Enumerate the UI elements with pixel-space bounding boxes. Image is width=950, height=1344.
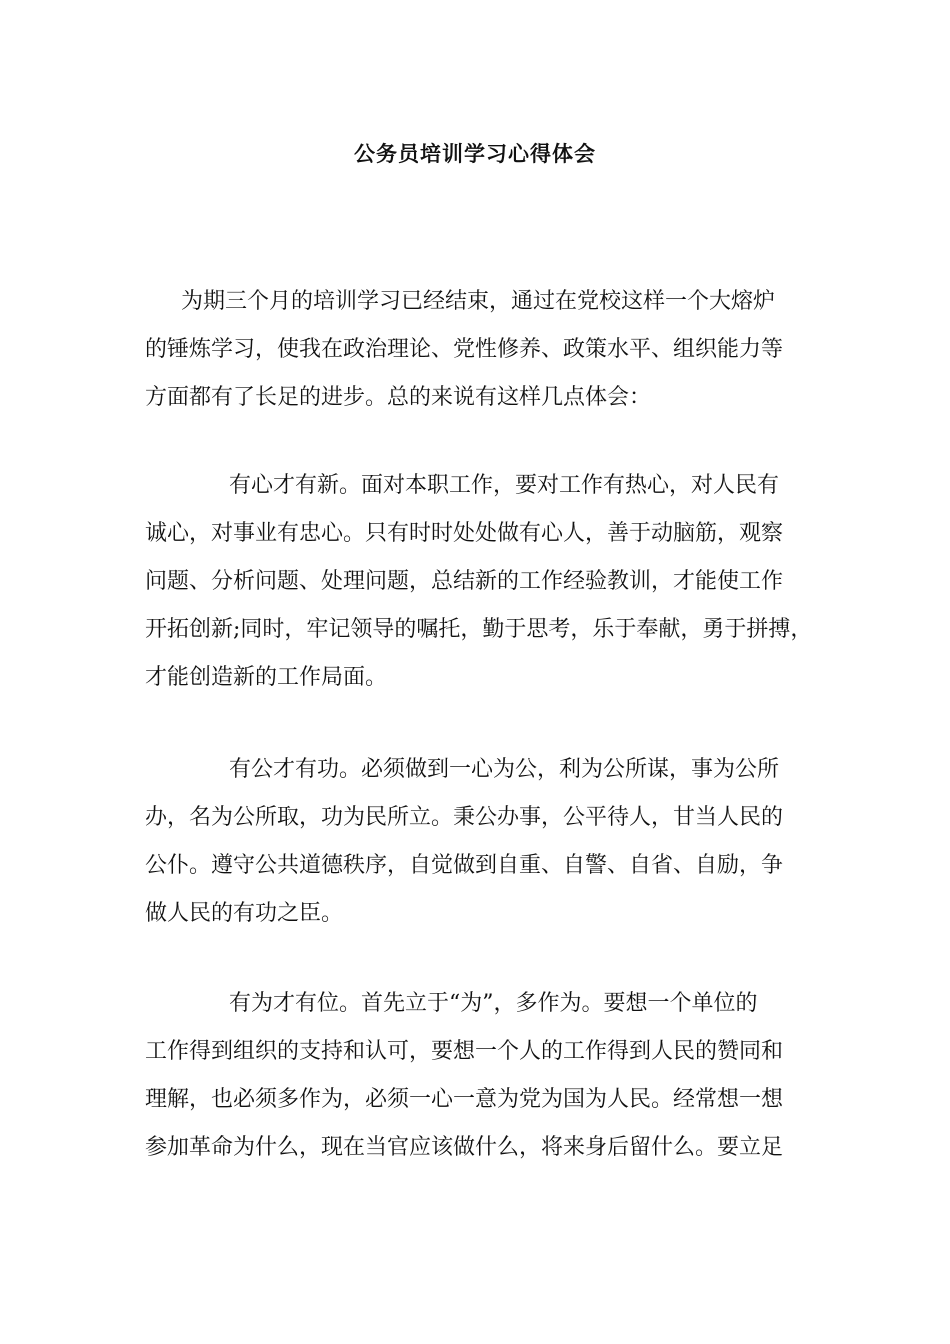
paragraph-line: 问题、分析问题、处理问题，总结新的工作经验教训，才能使工作 bbox=[145, 569, 784, 594]
paragraph-line: 开拓创新;同时，牢记领导的嘱托，勤于思考，乐于奉献，勇于拼搏， bbox=[145, 617, 813, 642]
paragraph-line: 做人民的有功之臣。 bbox=[145, 901, 344, 926]
paragraph-line: 有为才有位。首先立于“为”，多作为。要想一个单位的 bbox=[229, 991, 758, 1016]
document-title: 公务员培训学习心得体会 bbox=[354, 141, 596, 166]
paragraph-line: 才能创造新的工作局面。 bbox=[145, 665, 388, 690]
paragraph-line: 方面都有了长足的进步。总的来说有这样几点体会： bbox=[145, 385, 652, 410]
paragraph-line: 理解，也必须多作为，必须一心一意为党为国为人民。经常想一想 bbox=[145, 1087, 784, 1112]
paragraph-action-position bbox=[145, 980, 825, 1172]
paragraph-line: 有公才有功。必须做到一心为公，利为公所谋，事为公所 bbox=[229, 757, 780, 782]
paragraph-line: 诚心，对事业有忠心。只有时时处处做有心人，善于动脑筋，观察 bbox=[145, 521, 784, 546]
paragraph-line: 的锤炼学习，使我在政治理论、党性修养、政策水平、组织能力等 bbox=[145, 337, 784, 362]
paragraph-line: 办，名为公所取，功为民所立。秉公办事，公平待人，甘当人民的 bbox=[145, 805, 784, 830]
paragraph-line: 公仆。遵守公共道德秩序，自觉做到自重、自警、自省、自励，争 bbox=[145, 853, 784, 878]
paragraph-line: 有心才有新。面对本职工作，要对工作有热心，对人民有 bbox=[229, 473, 780, 498]
paragraph-line: 为期三个月的培训学习已经结束，通过在党校这样一个大熔炉 bbox=[181, 289, 776, 314]
paragraph-public-merit bbox=[145, 746, 825, 938]
paragraph-intro bbox=[145, 278, 825, 422]
paragraph-heart-innovation bbox=[145, 462, 825, 702]
paragraph-line: 工作得到组织的支持和认可，要想一个人的工作得到人民的赞同和 bbox=[145, 1039, 784, 1064]
paragraph-line: 参加革命为什么，现在当官应该做什么，将来身后留什么。要立足 bbox=[145, 1135, 784, 1160]
